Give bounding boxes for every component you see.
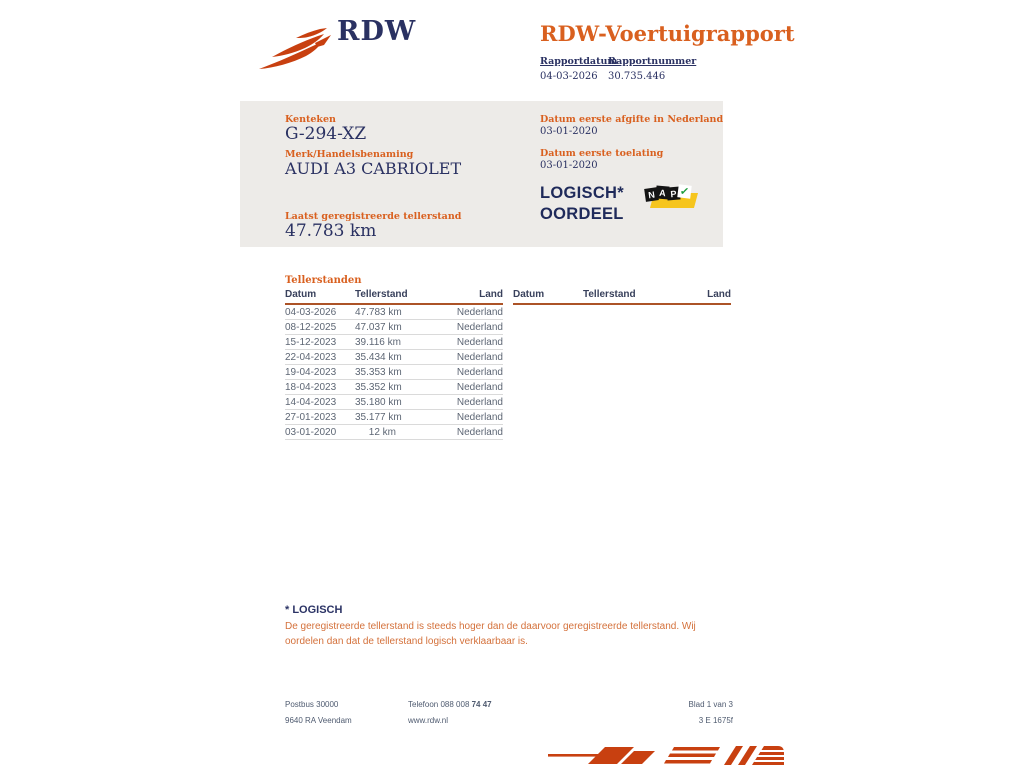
make-value: AUDI A3 CABRIOLET bbox=[285, 159, 462, 178]
speed-stripes-graphic bbox=[548, 743, 784, 767]
footer-page-indicator: Blad 1 van 3 bbox=[688, 700, 733, 709]
verdict-line2: OORDEEL bbox=[540, 205, 624, 223]
column-header-datum: Datum bbox=[285, 289, 355, 304]
table-cell: 39.116 km bbox=[355, 335, 429, 350]
odometer-table-heading: Tellerstanden bbox=[285, 275, 362, 286]
table-cell: 03-01-2020 bbox=[285, 425, 355, 440]
table-cell: 47.783 km bbox=[355, 304, 429, 320]
column-header-land: Land bbox=[429, 289, 503, 304]
license-label: Kenteken bbox=[285, 114, 336, 125]
verdict-line1: LOGISCH* bbox=[540, 184, 624, 202]
footer-form-code: 3 E 1675f bbox=[698, 716, 733, 725]
table-cell: 27-01-2023 bbox=[285, 410, 355, 425]
report-date-block bbox=[540, 56, 618, 82]
table-cell: 35.352 km bbox=[355, 380, 429, 395]
vehicle-summary-panel bbox=[240, 101, 723, 247]
table-row bbox=[285, 425, 503, 440]
table-cell: 14-04-2023 bbox=[285, 395, 355, 410]
table-cell: Nederland bbox=[429, 304, 503, 320]
table-cell: 35.177 km bbox=[355, 410, 429, 425]
table-cell: 12 km bbox=[355, 425, 429, 440]
note-heading: * LOGISCH bbox=[285, 604, 343, 616]
table-row bbox=[285, 380, 503, 395]
table-row bbox=[285, 410, 503, 425]
odometer-value: 47.783 km bbox=[285, 221, 377, 241]
footer-address bbox=[285, 700, 352, 732]
table-cell: Nederland bbox=[429, 425, 503, 440]
rdw-wing-logo-icon bbox=[256, 27, 334, 71]
table-row bbox=[285, 395, 503, 410]
footer-address-line2: 9640 RA Veendam bbox=[285, 716, 352, 725]
column-header-land: Land bbox=[657, 289, 731, 304]
table-row bbox=[285, 365, 503, 380]
first-admission-value: 03-01-2020 bbox=[540, 160, 598, 171]
footer-contact bbox=[408, 700, 492, 732]
column-header-tellerstand: Tellerstand bbox=[355, 289, 429, 304]
first-issue-label: Datum eerste afgifte in Nederland bbox=[540, 114, 724, 125]
table-cell: Nederland bbox=[429, 335, 503, 350]
report-date-label: Rapportdatum bbox=[540, 56, 618, 67]
make-label: Merk/Handelsbenaming bbox=[285, 149, 414, 160]
first-admission-label: Datum eerste toelating bbox=[540, 148, 664, 159]
note-body: De geregistreerde tellerstand is steeds hoger dan de daarvoor geregistreerde tellerstand. Wij oordelen dan dat de tellerstand logisch verklaarbaar is. bbox=[285, 621, 696, 647]
odometer-table-left bbox=[285, 289, 503, 440]
page-title: RDW-Voertuigrapport bbox=[540, 21, 795, 46]
nap-logo bbox=[645, 184, 699, 214]
report-meta bbox=[540, 56, 710, 82]
rdw-logo-text: RDW bbox=[337, 16, 417, 47]
table-body-right bbox=[513, 304, 731, 439]
column-header-datum: Datum bbox=[513, 289, 583, 304]
table-cell: 15-12-2023 bbox=[285, 335, 355, 350]
odometer-tables bbox=[285, 289, 731, 440]
nap-letter-p: P bbox=[666, 186, 680, 200]
verdict-text bbox=[540, 183, 624, 225]
table-cell: 04-03-2026 bbox=[285, 304, 355, 320]
footer-website: www.rdw.nl bbox=[408, 716, 449, 725]
license-value: G-294-XZ bbox=[285, 124, 367, 144]
nap-checkmark-icon: ✓ bbox=[679, 185, 690, 199]
table-cell: 18-04-2023 bbox=[285, 380, 355, 395]
table-header-row bbox=[285, 289, 503, 304]
report-number-block bbox=[608, 56, 696, 82]
odometer-label: Laatst geregistreerde tellerstand bbox=[285, 211, 462, 222]
footer-phone-prefix: Telefoon 088 008 bbox=[408, 700, 472, 709]
table-cell: Nederland bbox=[429, 395, 503, 410]
table-cell: 35.434 km bbox=[355, 350, 429, 365]
table-cell: Nederland bbox=[429, 380, 503, 395]
table-cell: 19-04-2023 bbox=[285, 365, 355, 380]
report-number-label: Rapportnummer bbox=[608, 56, 697, 67]
table-cell: 35.353 km bbox=[355, 365, 429, 380]
first-issue-value: 03-01-2020 bbox=[540, 126, 598, 137]
table-cell: Nederland bbox=[429, 365, 503, 380]
table-row bbox=[285, 304, 503, 320]
table-cell: Nederland bbox=[429, 320, 503, 335]
table-cell: 47.037 km bbox=[355, 320, 429, 335]
table-cell: Nederland bbox=[429, 410, 503, 425]
table-row bbox=[285, 320, 503, 335]
odometer-table-right bbox=[513, 289, 731, 440]
table-body-left bbox=[285, 304, 503, 440]
table-cell: 35.180 km bbox=[355, 395, 429, 410]
table-cell: 08-12-2025 bbox=[285, 320, 355, 335]
report-date-value: 04-03-2026 bbox=[540, 71, 598, 82]
table-row bbox=[285, 350, 503, 365]
table-header-row bbox=[513, 289, 731, 304]
table-cell: Nederland bbox=[429, 350, 503, 365]
table-cell: 22-04-2023 bbox=[285, 350, 355, 365]
table-row bbox=[285, 335, 503, 350]
column-header-tellerstand: Tellerstand bbox=[583, 289, 657, 304]
footer-phone bbox=[408, 700, 492, 709]
footer-address-line1: Postbus 30000 bbox=[285, 700, 339, 709]
footer-phone-bold: 74 47 bbox=[471, 700, 492, 709]
nap-letter-n: N bbox=[644, 187, 659, 202]
nap-letter-a: A bbox=[655, 185, 669, 199]
footer-paging bbox=[613, 700, 733, 732]
report-number-value: 30.735.446 bbox=[608, 71, 666, 82]
